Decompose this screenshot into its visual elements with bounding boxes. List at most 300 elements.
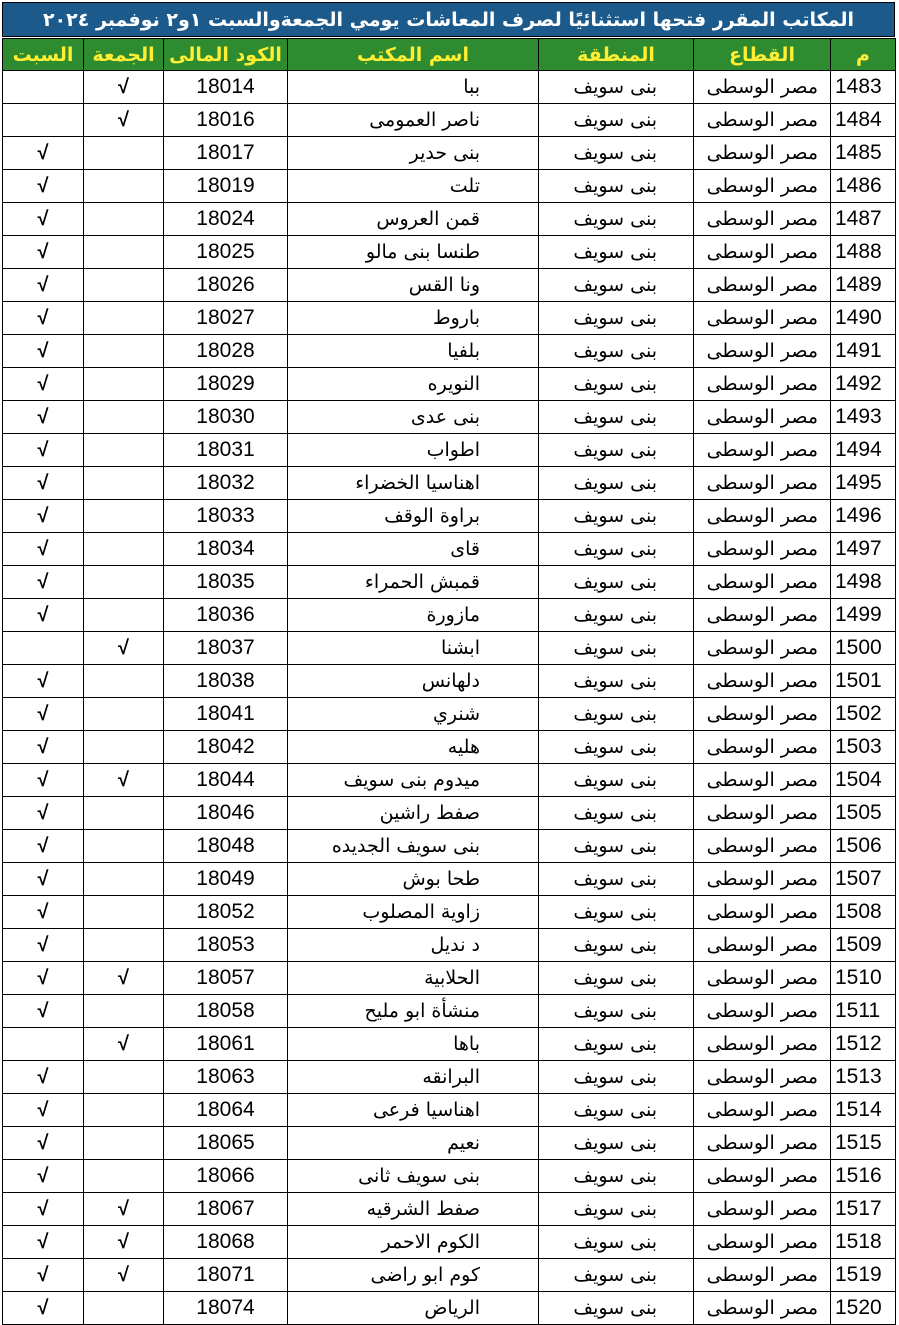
saturday-check-cell: [3, 632, 84, 665]
table-row: [3, 863, 896, 896]
table-row: [3, 1193, 896, 1226]
sector-cell: مصر الوسطى: [694, 170, 831, 203]
office-name-cell: باها: [288, 1028, 539, 1061]
friday-check-cell: [84, 203, 164, 236]
friday-check-cell: [84, 698, 164, 731]
row-number: 1491: [831, 335, 896, 368]
table-row: [3, 71, 896, 104]
friday-check-cell: √: [84, 1028, 164, 1061]
header-office: اسم المكتب: [288, 39, 539, 71]
table-row: [3, 269, 896, 302]
region-cell: بنى سويف: [539, 1094, 694, 1127]
table-row: [3, 401, 896, 434]
friday-check-cell: √: [84, 104, 164, 137]
row-number: 1492: [831, 368, 896, 401]
row-number: 1483: [831, 71, 896, 104]
region-cell: بنى سويف: [539, 863, 694, 896]
row-number: 1497: [831, 533, 896, 566]
office-name-cell: الكوم الاحمر: [288, 1226, 539, 1259]
office-name-cell: بلفيا: [288, 335, 539, 368]
office-name-cell: البرانقه: [288, 1061, 539, 1094]
saturday-check-cell: [3, 71, 84, 104]
row-number: 1487: [831, 203, 896, 236]
region-cell: بنى سويف: [539, 368, 694, 401]
row-number: 1494: [831, 434, 896, 467]
friday-check-cell: [84, 1292, 164, 1325]
financial-code-cell: 18035: [164, 566, 288, 599]
office-name-cell: نعيم: [288, 1127, 539, 1160]
friday-check-cell: √: [84, 764, 164, 797]
office-name-cell: مازورة: [288, 599, 539, 632]
friday-check-cell: [84, 236, 164, 269]
financial-code-cell: 18026: [164, 269, 288, 302]
row-number: 1488: [831, 236, 896, 269]
row-number: 1501: [831, 665, 896, 698]
financial-code-cell: 18071: [164, 1259, 288, 1292]
sector-cell: مصر الوسطى: [694, 599, 831, 632]
office-name-cell: الرياض: [288, 1292, 539, 1325]
row-number: 1511: [831, 995, 896, 1028]
sector-cell: مصر الوسطى: [694, 1160, 831, 1193]
region-cell: بنى سويف: [539, 929, 694, 962]
office-name-cell: منشأة ابو مليح: [288, 995, 539, 1028]
table-row: [3, 302, 896, 335]
region-cell: بنى سويف: [539, 1259, 694, 1292]
financial-code-cell: 18042: [164, 731, 288, 764]
region-cell: بنى سويف: [539, 500, 694, 533]
table-row: [3, 1094, 896, 1127]
table-row: [3, 830, 896, 863]
region-cell: بنى سويف: [539, 599, 694, 632]
row-number: 1485: [831, 137, 896, 170]
financial-code-cell: 18064: [164, 1094, 288, 1127]
financial-code-cell: 18044: [164, 764, 288, 797]
financial-code-cell: 18024: [164, 203, 288, 236]
financial-code-cell: 18036: [164, 599, 288, 632]
saturday-check-cell: √: [3, 1061, 84, 1094]
row-number: 1504: [831, 764, 896, 797]
friday-check-cell: [84, 1061, 164, 1094]
financial-code-cell: 18017: [164, 137, 288, 170]
financial-code-cell: 18027: [164, 302, 288, 335]
region-cell: بنى سويف: [539, 533, 694, 566]
sector-cell: مصر الوسطى: [694, 797, 831, 830]
saturday-check-cell: √: [3, 335, 84, 368]
table-row: [3, 929, 896, 962]
office-name-cell: شنري: [288, 698, 539, 731]
saturday-check-cell: √: [3, 797, 84, 830]
region-cell: بنى سويف: [539, 1160, 694, 1193]
financial-code-cell: 18033: [164, 500, 288, 533]
sector-cell: مصر الوسطى: [694, 896, 831, 929]
saturday-check-cell: √: [3, 434, 84, 467]
financial-code-cell: 18065: [164, 1127, 288, 1160]
office-name-cell: ونا القس: [288, 269, 539, 302]
region-cell: بنى سويف: [539, 995, 694, 1028]
office-name-cell: ناصر العمومى: [288, 104, 539, 137]
sector-cell: مصر الوسطى: [694, 533, 831, 566]
financial-code-cell: 18041: [164, 698, 288, 731]
sector-cell: مصر الوسطى: [694, 1127, 831, 1160]
office-name-cell: د نديل: [288, 929, 539, 962]
region-cell: بنى سويف: [539, 467, 694, 500]
region-cell: بنى سويف: [539, 896, 694, 929]
friday-check-cell: √: [84, 1193, 164, 1226]
office-name-cell: النويره: [288, 368, 539, 401]
row-number: 1484: [831, 104, 896, 137]
sector-cell: مصر الوسطى: [694, 863, 831, 896]
row-number: 1502: [831, 698, 896, 731]
row-number: 1514: [831, 1094, 896, 1127]
saturday-check-cell: √: [3, 599, 84, 632]
saturday-check-cell: √: [3, 236, 84, 269]
friday-check-cell: [84, 797, 164, 830]
office-name-cell: باروط: [288, 302, 539, 335]
saturday-check-cell: √: [3, 500, 84, 533]
table-row: [3, 1028, 896, 1061]
office-name-cell: بنى سويف الجديده: [288, 830, 539, 863]
row-number: 1486: [831, 170, 896, 203]
office-name-cell: صفط راشين: [288, 797, 539, 830]
region-cell: بنى سويف: [539, 566, 694, 599]
region-cell: بنى سويف: [539, 1226, 694, 1259]
financial-code-cell: 18038: [164, 665, 288, 698]
friday-check-cell: [84, 302, 164, 335]
row-number: 1500: [831, 632, 896, 665]
region-cell: بنى سويف: [539, 1061, 694, 1094]
sector-cell: مصر الوسطى: [694, 665, 831, 698]
saturday-check-cell: √: [3, 137, 84, 170]
region-cell: بنى سويف: [539, 302, 694, 335]
sector-cell: مصر الوسطى: [694, 335, 831, 368]
friday-check-cell: [84, 467, 164, 500]
friday-check-cell: [84, 1094, 164, 1127]
region-cell: بنى سويف: [539, 170, 694, 203]
sector-cell: مصر الوسطى: [694, 1028, 831, 1061]
financial-code-cell: 18074: [164, 1292, 288, 1325]
financial-code-cell: 18030: [164, 401, 288, 434]
friday-check-cell: [84, 665, 164, 698]
region-cell: بنى سويف: [539, 269, 694, 302]
sector-cell: مصر الوسطى: [694, 368, 831, 401]
financial-code-cell: 18014: [164, 71, 288, 104]
office-name-cell: قمبش الحمراء: [288, 566, 539, 599]
table-row: [3, 698, 896, 731]
sector-cell: مصر الوسطى: [694, 698, 831, 731]
table-row: [3, 566, 896, 599]
header-saturday: السبت: [3, 39, 84, 71]
table-row: [3, 1259, 896, 1292]
table-row: [3, 1127, 896, 1160]
financial-code-cell: 18053: [164, 929, 288, 962]
sector-cell: مصر الوسطى: [694, 71, 831, 104]
friday-check-cell: √: [84, 632, 164, 665]
row-number: 1517: [831, 1193, 896, 1226]
saturday-check-cell: √: [3, 1292, 84, 1325]
table-row: [3, 797, 896, 830]
financial-code-cell: 18025: [164, 236, 288, 269]
row-number: 1510: [831, 962, 896, 995]
row-number: 1493: [831, 401, 896, 434]
row-number: 1495: [831, 467, 896, 500]
saturday-check-cell: √: [3, 1094, 84, 1127]
saturday-check-cell: √: [3, 203, 84, 236]
region-cell: بنى سويف: [539, 1028, 694, 1061]
table-row: [3, 1292, 896, 1325]
friday-check-cell: [84, 566, 164, 599]
friday-check-cell: [84, 1127, 164, 1160]
friday-check-cell: [84, 269, 164, 302]
financial-code-cell: 18032: [164, 467, 288, 500]
financial-code-cell: 18034: [164, 533, 288, 566]
sector-cell: مصر الوسطى: [694, 995, 831, 1028]
sector-cell: مصر الوسطى: [694, 137, 831, 170]
row-number: 1499: [831, 599, 896, 632]
saturday-check-cell: √: [3, 1127, 84, 1160]
financial-code-cell: 18061: [164, 1028, 288, 1061]
saturday-check-cell: √: [3, 302, 84, 335]
office-name-cell: هليه: [288, 731, 539, 764]
region-cell: بنى سويف: [539, 71, 694, 104]
financial-code-cell: 18029: [164, 368, 288, 401]
financial-code-cell: 18037: [164, 632, 288, 665]
office-name-cell: زاوية المصلوب: [288, 896, 539, 929]
financial-code-cell: 18067: [164, 1193, 288, 1226]
financial-code-cell: 18028: [164, 335, 288, 368]
table-row: [3, 335, 896, 368]
office-name-cell: دلهانس: [288, 665, 539, 698]
friday-check-cell: [84, 995, 164, 1028]
row-number: 1516: [831, 1160, 896, 1193]
saturday-check-cell: √: [3, 401, 84, 434]
offices-table: [2, 38, 896, 1325]
sector-cell: مصر الوسطى: [694, 1259, 831, 1292]
friday-check-cell: [84, 137, 164, 170]
table-row: [3, 665, 896, 698]
region-cell: بنى سويف: [539, 698, 694, 731]
sector-cell: مصر الوسطى: [694, 467, 831, 500]
office-name-cell: تلت: [288, 170, 539, 203]
friday-check-cell: [84, 830, 164, 863]
sector-cell: مصر الوسطى: [694, 1193, 831, 1226]
financial-code-cell: 18052: [164, 896, 288, 929]
region-cell: بنى سويف: [539, 236, 694, 269]
sector-cell: مصر الوسطى: [694, 830, 831, 863]
friday-check-cell: [84, 434, 164, 467]
financial-code-cell: 18048: [164, 830, 288, 863]
row-number: 1508: [831, 896, 896, 929]
friday-check-cell: [84, 896, 164, 929]
saturday-check-cell: √: [3, 665, 84, 698]
saturday-check-cell: √: [3, 896, 84, 929]
sector-cell: مصر الوسطى: [694, 401, 831, 434]
saturday-check-cell: √: [3, 368, 84, 401]
region-cell: بنى سويف: [539, 764, 694, 797]
financial-code-cell: 18058: [164, 995, 288, 1028]
saturday-check-cell: √: [3, 467, 84, 500]
table-row: [3, 203, 896, 236]
row-number: 1496: [831, 500, 896, 533]
friday-check-cell: [84, 929, 164, 962]
office-name-cell: اهناسيا فرعى: [288, 1094, 539, 1127]
friday-check-cell: [84, 368, 164, 401]
financial-code-cell: 18046: [164, 797, 288, 830]
table-row: [3, 962, 896, 995]
saturday-check-cell: √: [3, 566, 84, 599]
financial-code-cell: 18019: [164, 170, 288, 203]
saturday-check-cell: √: [3, 269, 84, 302]
header-region: المنطقة: [539, 39, 694, 71]
saturday-check-cell: √: [3, 1226, 84, 1259]
office-name-cell: اهناسيا الخضراء: [288, 467, 539, 500]
sector-cell: مصر الوسطى: [694, 269, 831, 302]
financial-code-cell: 18068: [164, 1226, 288, 1259]
header-friday: الجمعة: [84, 39, 164, 71]
sector-cell: مصر الوسطى: [694, 500, 831, 533]
office-name-cell: ببا: [288, 71, 539, 104]
row-number: 1505: [831, 797, 896, 830]
region-cell: بنى سويف: [539, 1193, 694, 1226]
office-name-cell: ابشنا: [288, 632, 539, 665]
saturday-check-cell: √: [3, 698, 84, 731]
region-cell: بنى سويف: [539, 1292, 694, 1325]
saturday-check-cell: √: [3, 962, 84, 995]
sector-cell: مصر الوسطى: [694, 731, 831, 764]
row-number: 1515: [831, 1127, 896, 1160]
financial-code-cell: 18057: [164, 962, 288, 995]
financial-code-cell: 18066: [164, 1160, 288, 1193]
sector-cell: مصر الوسطى: [694, 1292, 831, 1325]
table-row: [3, 764, 896, 797]
financial-code-cell: 18063: [164, 1061, 288, 1094]
row-number: 1512: [831, 1028, 896, 1061]
sector-cell: مصر الوسطى: [694, 962, 831, 995]
friday-check-cell: [84, 500, 164, 533]
office-name-cell: طنسا بنى مالو: [288, 236, 539, 269]
region-cell: بنى سويف: [539, 401, 694, 434]
sector-cell: مصر الوسطى: [694, 929, 831, 962]
financial-code-cell: 18049: [164, 863, 288, 896]
saturday-check-cell: √: [3, 995, 84, 1028]
sector-cell: مصر الوسطى: [694, 566, 831, 599]
friday-check-cell: √: [84, 962, 164, 995]
saturday-check-cell: √: [3, 1193, 84, 1226]
row-number: 1519: [831, 1259, 896, 1292]
office-name-cell: براوة الوقف: [288, 500, 539, 533]
row-number: 1503: [831, 731, 896, 764]
saturday-check-cell: [3, 1028, 84, 1061]
table-row: [3, 1160, 896, 1193]
sector-cell: مصر الوسطى: [694, 632, 831, 665]
friday-check-cell: [84, 170, 164, 203]
saturday-check-cell: √: [3, 830, 84, 863]
office-name-cell: طحا بوش: [288, 863, 539, 896]
header-num: م: [831, 39, 896, 71]
friday-check-cell: [84, 863, 164, 896]
saturday-check-cell: √: [3, 731, 84, 764]
office-name-cell: كوم ابو راضى: [288, 1259, 539, 1292]
financial-code-cell: 18016: [164, 104, 288, 137]
saturday-check-cell: √: [3, 1160, 84, 1193]
saturday-check-cell: [3, 104, 84, 137]
table-row: [3, 995, 896, 1028]
region-cell: بنى سويف: [539, 830, 694, 863]
saturday-check-cell: √: [3, 764, 84, 797]
row-number: 1520: [831, 1292, 896, 1325]
table-row: [3, 632, 896, 665]
table-row: [3, 1061, 896, 1094]
row-number: 1507: [831, 863, 896, 896]
row-number: 1489: [831, 269, 896, 302]
header-sector: القطاع: [694, 39, 831, 71]
table-row: [3, 467, 896, 500]
friday-check-cell: [84, 401, 164, 434]
table-row: [3, 434, 896, 467]
friday-check-cell: [84, 731, 164, 764]
saturday-check-cell: √: [3, 1259, 84, 1292]
table-row: [3, 236, 896, 269]
saturday-check-cell: √: [3, 533, 84, 566]
saturday-check-cell: √: [3, 863, 84, 896]
table-row: [3, 1226, 896, 1259]
friday-check-cell: √: [84, 71, 164, 104]
table-row: [3, 137, 896, 170]
table-row: [3, 731, 896, 764]
region-cell: بنى سويف: [539, 962, 694, 995]
office-name-cell: قمن العروس: [288, 203, 539, 236]
region-cell: بنى سويف: [539, 104, 694, 137]
sector-cell: مصر الوسطى: [694, 104, 831, 137]
row-number: 1506: [831, 830, 896, 863]
sector-cell: مصر الوسطى: [694, 203, 831, 236]
table-row: [3, 896, 896, 929]
friday-check-cell: [84, 599, 164, 632]
sector-cell: مصر الوسطى: [694, 302, 831, 335]
office-name-cell: بنى سويف ثانى: [288, 1160, 539, 1193]
row-number: 1518: [831, 1226, 896, 1259]
region-cell: بنى سويف: [539, 203, 694, 236]
region-cell: بنى سويف: [539, 1127, 694, 1160]
region-cell: بنى سويف: [539, 665, 694, 698]
saturday-check-cell: √: [3, 170, 84, 203]
office-name-cell: اطواب: [288, 434, 539, 467]
table-row: [3, 170, 896, 203]
office-name-cell: الحلابية: [288, 962, 539, 995]
office-name-cell: قاى: [288, 533, 539, 566]
table-row: [3, 368, 896, 401]
friday-check-cell: √: [84, 1226, 164, 1259]
row-number: 1498: [831, 566, 896, 599]
region-cell: بنى سويف: [539, 137, 694, 170]
region-cell: بنى سويف: [539, 632, 694, 665]
saturday-check-cell: √: [3, 929, 84, 962]
friday-check-cell: [84, 533, 164, 566]
region-cell: بنى سويف: [539, 335, 694, 368]
sector-cell: مصر الوسطى: [694, 764, 831, 797]
table-row: [3, 500, 896, 533]
region-cell: بنى سويف: [539, 731, 694, 764]
office-name-cell: ميدوم بنى سويف: [288, 764, 539, 797]
row-number: 1490: [831, 302, 896, 335]
table-row: [3, 104, 896, 137]
financial-code-cell: 18031: [164, 434, 288, 467]
sheet-title: المكاتب المقرر فتحها استثنائيًا لصرف المعاشات يومي الجمعةوالسبت ١و٢ نوفمبر ٢٠٢٤: [2, 2, 895, 37]
sector-cell: مصر الوسطى: [694, 236, 831, 269]
sector-cell: مصر الوسطى: [694, 1094, 831, 1127]
sector-cell: مصر الوسطى: [694, 434, 831, 467]
header-row: [3, 39, 896, 71]
friday-check-cell: √: [84, 1259, 164, 1292]
